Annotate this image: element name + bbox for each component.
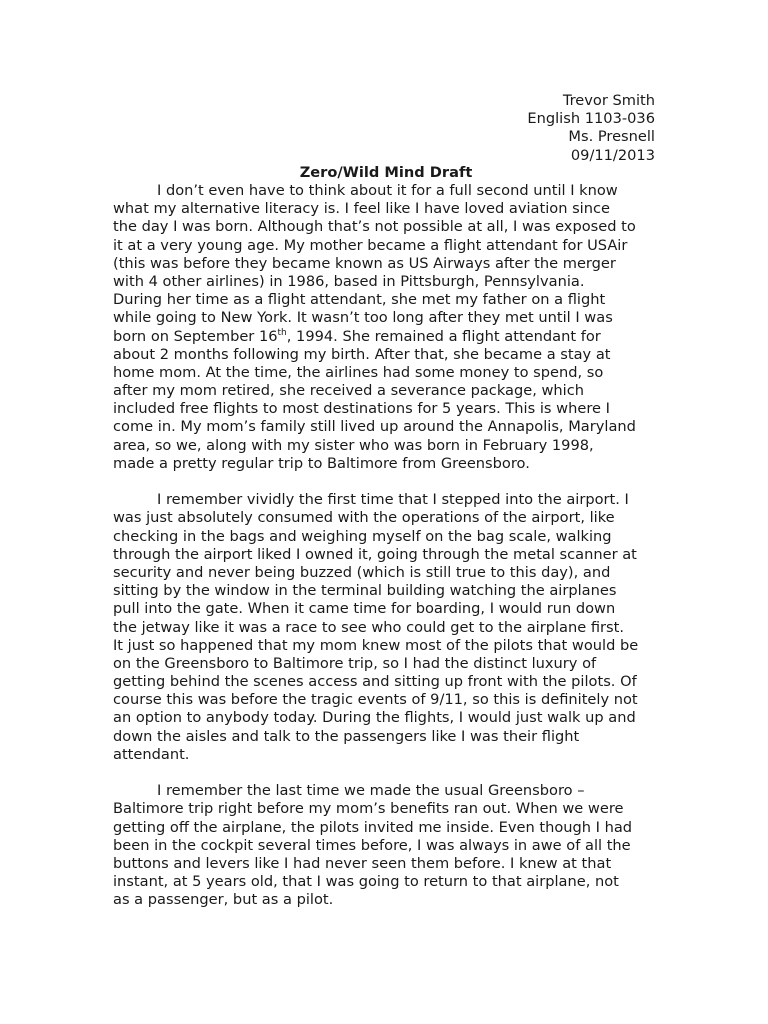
text-line: Baltimore trip right before my mom’s benefits ran out. When we were: [113, 800, 624, 818]
text-line: while going to New York. It wasn’t too long after they met until I was: [113, 309, 613, 327]
paragraph-spacer: [113, 764, 658, 782]
text-line: it at a very young age. My mother became a flight attendant for USAir: [113, 236, 628, 254]
text-line: getting off the airplane, the pilots invited me inside. Even though I had: [113, 818, 633, 836]
text-line-birthdate: [113, 328, 658, 346]
text-line: been in the cockpit several times before, I was always in awe of all the: [113, 836, 631, 854]
text-line: instant, at 5 years old, that I was going to return to that airplane, not: [113, 873, 619, 891]
text-segment: , 1994. She remained a flight attendant for: [286, 327, 601, 345]
paragraph-1: [113, 182, 658, 473]
text-line: was just absolutely consumed with the operations of the airport, like: [113, 509, 615, 527]
text-line: with 4 other airlines) in 1986, based in Pittsburgh, Pennsylvania.: [113, 272, 585, 290]
course-name: English 1103-036: [527, 110, 655, 128]
text-line: on the Greensboro to Baltimore trip, so I had the distinct luxury of: [113, 654, 597, 672]
text-line: course this was before the tragic events of 9/11, so this is definitely not: [113, 691, 638, 709]
text-line: down the aisles and talk to the passengers like I was their flight: [113, 727, 580, 745]
paragraph-2: [113, 491, 658, 764]
document-title: Zero/Wild Mind Draft: [299, 164, 473, 181]
paragraph-spacer: [113, 473, 658, 491]
text-line: checking in the bags and weighing myself on the bag scale, walking: [113, 527, 612, 545]
text-line: made a pretty regular trip to Baltimore from Greensboro.: [113, 454, 530, 472]
text-line: included free flights to most destinations for 5 years. This is where I: [113, 400, 610, 418]
text-line: I remember the last time we made the usual Greensboro –: [157, 782, 585, 800]
document-body: [113, 182, 658, 910]
text-line: as a passenger, but as a pilot.: [113, 891, 334, 909]
text-segment: born on September 16: [113, 327, 278, 345]
text-line: security and never being buzzed (which is still true to this day), and: [113, 563, 611, 581]
text-line: what my alternative literacy is. I feel like I have loved aviation since: [113, 200, 610, 218]
text-line: come in. My mom’s family still lived up around the Annapolis, Maryland: [113, 418, 636, 436]
document-date: 09/11/2013: [570, 146, 655, 164]
text-line: after my mom retired, she received a severance package, which: [113, 382, 585, 400]
text-line: I remember vividly the first time that I stepped into the airport. I: [157, 491, 629, 509]
text-line: sitting by the window in the terminal building watching the airplanes: [113, 582, 617, 600]
text-line: attendant.: [113, 745, 190, 763]
text-line: (this was before they became known as US Airways after the merger: [113, 254, 616, 272]
text-line: It just so happened that my mom knew most of the pilots that would be: [113, 636, 639, 654]
paragraph-3: [113, 782, 658, 909]
instructor-name: Ms. Presnell: [568, 128, 655, 146]
text-line: I don’t even have to think about it for a full second until I know: [157, 182, 618, 199]
text-line: about 2 months following my birth. After that, she became a stay at: [113, 345, 611, 363]
text-line: area, so we, along with my sister who was born in February 1998,: [113, 436, 594, 454]
text-line: the jetway like it was a race to see who could get to the airplane first.: [113, 618, 625, 636]
text-line: an option to anybody today. During the flights, I would just walk up and: [113, 709, 636, 727]
text-line: getting behind the scenes access and sitting up front with the pilots. Of: [113, 673, 637, 691]
author-name: Trevor Smith: [562, 92, 655, 109]
author-header: [527, 92, 655, 165]
text-line: the day I was born. Although that’s not possible at all, I was exposed to: [113, 218, 636, 236]
text-line: During her time as a flight attendant, she met my father on a flight: [113, 291, 606, 309]
text-line: through the airport liked I owned it, going through the metal scanner at: [113, 545, 637, 563]
text-line: home mom. At the time, the airlines had some money to spend, so: [113, 363, 604, 381]
text-line: pull into the gate. When it came time for boarding, I would run down: [113, 600, 616, 618]
text-line: buttons and levers like I had never seen them before. I knew at that: [113, 854, 612, 872]
ordinal-suffix: th: [277, 327, 287, 338]
